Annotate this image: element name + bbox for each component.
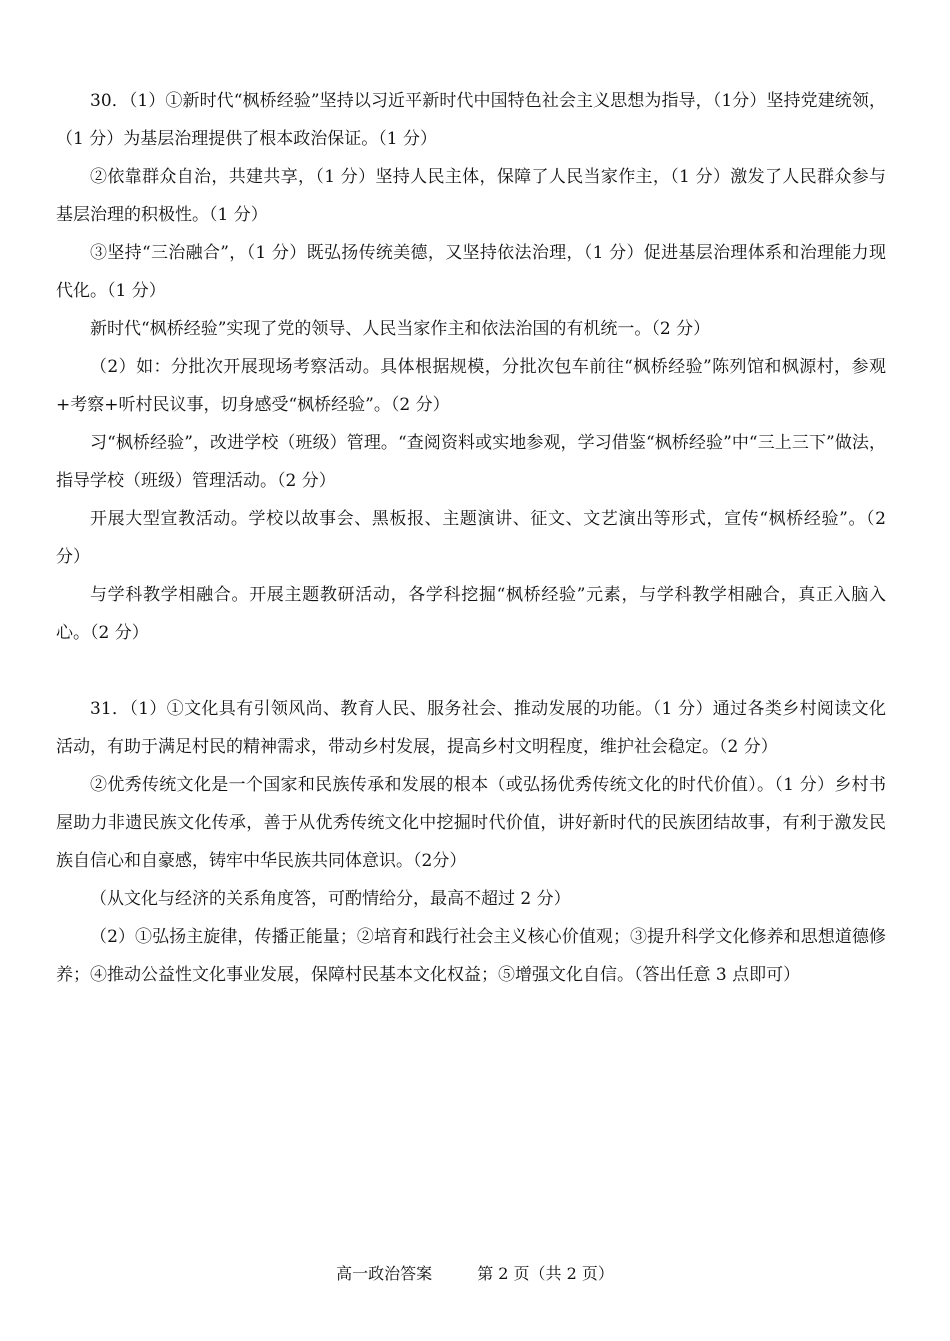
q31-part1-point1: 31．（1）①文化具有引领风尚、教育人民、服务社会、推动发展的功能。（1 分）通过各类乡村阅读文化活动，有助于满足村民的精神需求，带动乡村发展，提高乡村文明程度，维护社会稳定。（2 分）: [56, 699, 886, 757]
q31-part1-point2: ②优秀传统文化是一个国家和民族传承和发展的根本（或弘扬优秀传统文化的时代价值）。（1 分）乡村书屋助力非遗民族文化传承，善于从优秀传统文化中挖掘时代价值，讲好新时代的民族团结故事，有利于激发民族自信心和自豪感，铸牢中华民族共同体意识。（2分）: [56, 775, 886, 871]
q30-part1-point2: ②依靠群众自治，共建共享，（1 分）坚持人民主体，保障了人民当家作主，（1 分）激发了人民群众参与基层治理的积极性。（1 分）: [56, 167, 886, 225]
q30-part1-summary: 新时代“枫桥经验”实现了党的领导、人民当家作主和依法治国的有机统一。（2 分）: [90, 319, 711, 339]
section-gap: [56, 652, 886, 690]
q30-part2-activity2: 习“枫桥经验”，改进学校（班级）管理。“查阅资料或实地参观，学习借鉴“枫桥经验”中“三上三下”做法，指导学校（班级）管理活动。（2 分）: [56, 433, 886, 491]
answer-content: [56, 82, 886, 994]
footer-subject: 高一政治答案: [336, 1264, 433, 1283]
footer-page-number: 第 2 页（共 2 页）: [477, 1264, 614, 1283]
q31-part2-points: （2）①弘扬主旋律，传播正能量；②培育和践行社会主义核心价值观；③提升科学文化修养和思想道德修养；④推动公益性文化事业发展，保障村民基本文化权益；⑤增强文化自信。（答出任意 3 点即可）: [56, 927, 886, 985]
q31-part1-note: （从文化与经济的关系角度答，可酌情给分，最高不超过 2 分）: [90, 889, 571, 909]
page-footer: [0, 1262, 950, 1286]
q30-part1-point1: 30．（1）①新时代“枫桥经验”坚持以习近平新时代中国特色社会主义思想为指导，（1分）坚持党建统领，（1 分）为基层治理提供了根本政治保证。（1 分）: [56, 91, 886, 149]
q30-part2-activity4: 与学科教学相融合。开展主题教研活动，各学科挖掘“枫桥经验”元素，与学科教学相融合，真正入脑入心。（2 分）: [56, 585, 886, 643]
q30-part1-point3: ③坚持“三治融合”，（1 分）既弘扬传统美德，又坚持依法治理，（1 分）促进基层治理体系和治理能力现代化。（1 分）: [56, 243, 886, 301]
q30-part2-activity3: 开展大型宣教活动。学校以故事会、黑板报、主题演讲、征文、文艺演出等形式，宣传“枫桥经验”。（2 分）: [56, 509, 886, 567]
q30-part2-activity1: （2）如：分批次开展现场考察活动。具体根据规模，分批次包车前往“枫桥经验”陈列馆和枫源村，参观+考察+听村民议事，切身感受“枫桥经验”。（2 分）: [56, 357, 886, 415]
